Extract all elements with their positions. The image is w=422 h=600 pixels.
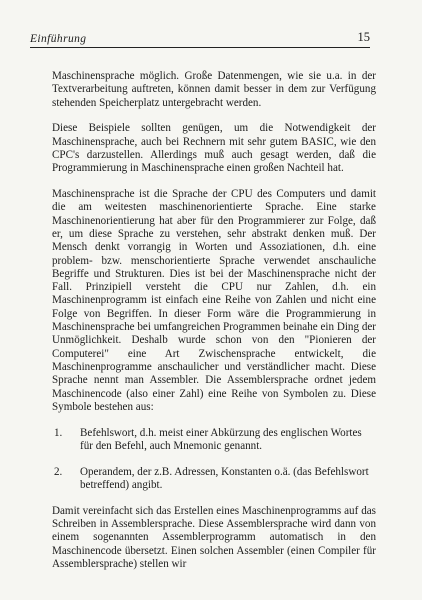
paragraph: Damit vereinfacht sich das Erstellen eines Maschinenprogramms auf das Schreiben in Assemblersprache. Diese Assemblersprache wird dann von einem sogenannten Assemblerprogramm automatisch in den Maschinencode übersetzt. Einen solchen Assembler (einen Compiler für Assemblersprache) stellen wir — [52, 504, 376, 570]
list-number: 2. — [54, 465, 63, 478]
list-item — [52, 427, 376, 454]
symbol-list — [52, 427, 376, 493]
list-text: Operandem, der z.B. Adressen, Konstanten o.ä. (das Befehlswort betreffend) angibt. — [80, 465, 369, 492]
list-number: 1. — [54, 426, 63, 439]
section-title: Einführung — [30, 33, 87, 45]
list-text: Befehlswort, d.h. meist einer Abkürzung des englischen Wortes für den Befehl, auch Mnemonic genannt. — [80, 426, 362, 452]
paragraph: Maschinensprache ist die Sprache der CPU des Computers und damit die am weitesten maschinenorientierte Sprache. Eine starke Maschinenorientierung hat aber für den Programmierer zur Folge, daß er, um diese Sprache zu verstehen, sehr abstrakt denken muß. Der Mensch denkt vorrangig in Worten und Assoziationen, d.h. eine problem- bzw. menschorientierte Sprache verwendet anschauliche Begriffe und Strukturen. Dies ist bei der Maschinensprache nicht der Fall. Prinzipiell versteht die CPU nur Zahlen, d.h. ein Maschinenprogramm ist einfach eine Reihe von Zahlen und nicht eine Folge von Begriffen. In dieser Form wäre die Programmierung in Maschinensprache bei umfangreichen Programmen beinahe ein Ding der Unmöglichkeit. Deshalb wurde schon von den "Pionieren der Computerei" eine Art Zwischensprache entwickelt, die Maschinenprogramme anschaulicher und verständlicher macht. Diese Sprache nennt man Assembler. Die Assemblersprache ordnet jedem Maschinencode (also einer Zahl) eine Reihe von Symbolen zu. Diese Symbole bestehen aus: — [52, 188, 376, 413]
paragraph: Diese Beispiele sollten genügen, um die Notwendigkeit der Maschinensprache, auch bei Rechnern mit sehr gutem BASIC, wie den CPC's darzustellen. Allerdings muß auch gesagt werden, daß die Programmierung in Maschinensprache einen großen Nachteil hat. — [52, 122, 376, 175]
page-body — [52, 70, 376, 584]
list-item — [52, 466, 376, 493]
page-number: 15 — [357, 30, 370, 44]
paragraph: Maschinensprache möglich. Große Datenmengen, wie sie u.a. in der Textverarbeitung auftreten, können damit besser in dem zur Verfügung stehenden Speicherplatz untergebracht werden. — [52, 70, 376, 109]
running-header — [30, 31, 370, 48]
